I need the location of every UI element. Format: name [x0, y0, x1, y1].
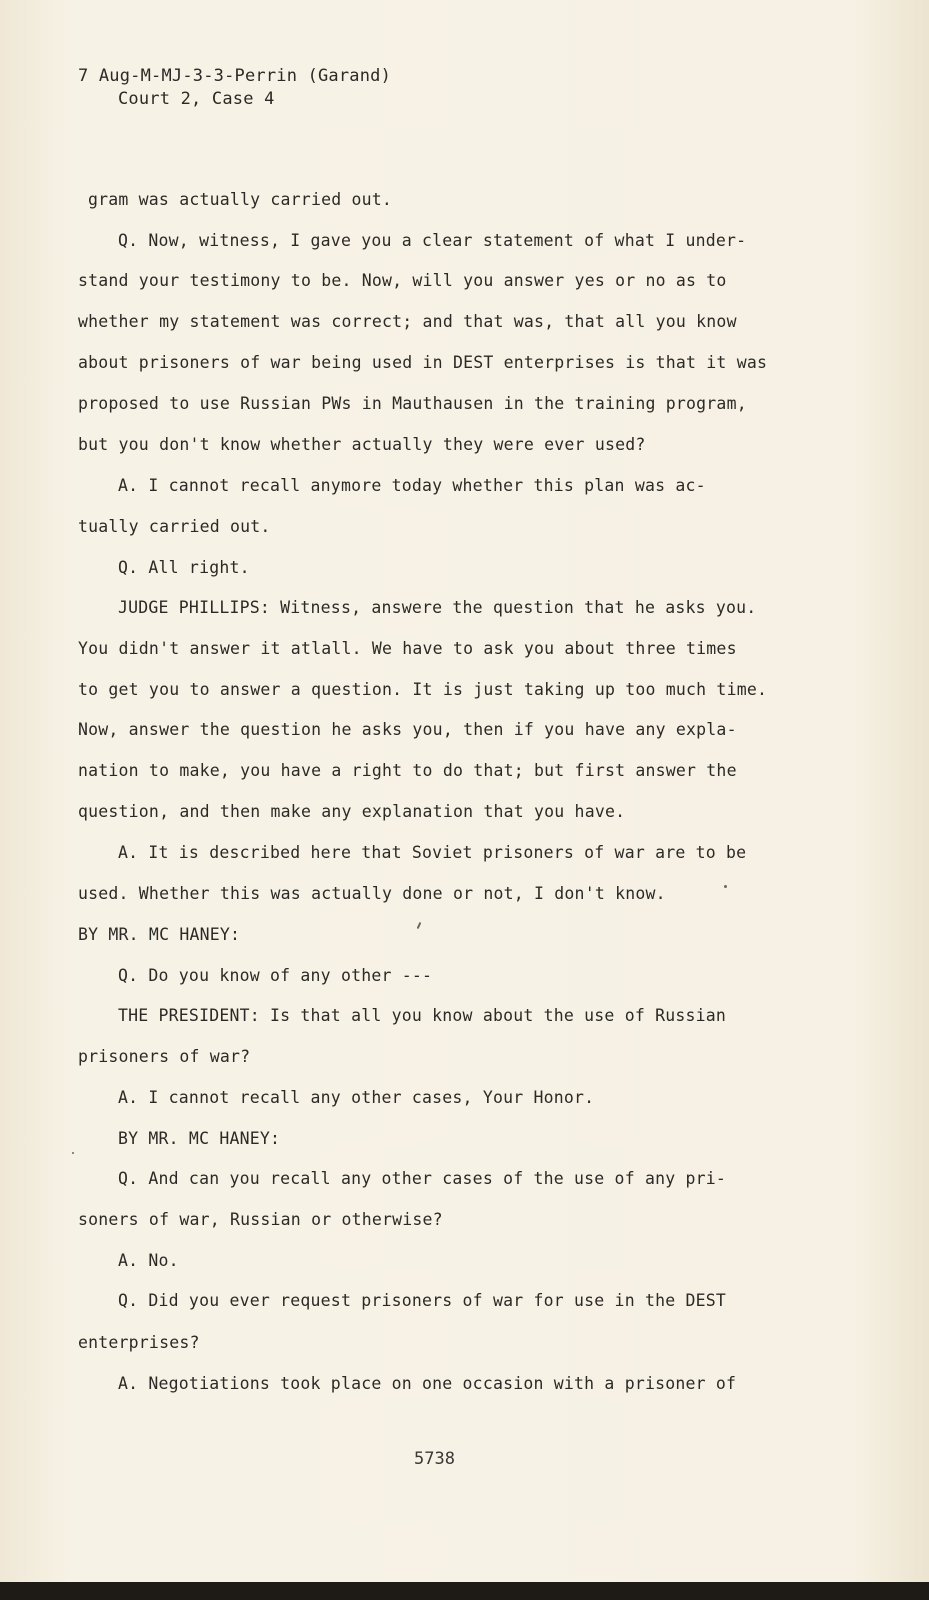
transcript-line: You didn't answer it atlall. We have to ask you about three times [78, 639, 737, 658]
transcript-line: soners of war, Russian or otherwise? [78, 1210, 443, 1229]
transcript-line: prisoners of war? [78, 1047, 251, 1066]
transcript-line: THE PRESIDENT: Is that all you know about the use of Russian [118, 1006, 727, 1025]
transcript-line: Q. Now, witness, I gave you a clear statement of what I under- [118, 231, 747, 250]
transcript-line: about prisoners of war being used in DEST enterprises is that it was [78, 353, 768, 372]
transcript-line: whether my statement was correct; and that was, that all you know [78, 312, 737, 331]
case-header: 7 Aug-M-MJ-3-3-Perrin (Garand) [78, 66, 392, 86]
transcript-line: proposed to use Russian PWs in Mauthausen in the training program, [78, 394, 747, 413]
transcript-line: Q. And can you recall any other cases of the use of any pri- [118, 1169, 727, 1188]
court-case-header: Court 2, Case 4 [118, 89, 275, 109]
transcript-line: tually carried out. [78, 517, 271, 536]
transcript-line: used. Whether this was actually done or not, I don't know. [78, 884, 666, 903]
transcript-line: A. Negotiations took place on one occasion with a prisoner of [118, 1374, 737, 1393]
transcript-line: A. I cannot recall anymore today whether this plan was ac- [118, 476, 706, 495]
paper-mark [417, 922, 422, 929]
transcript-line: Now, answer the question he asks you, then if you have any expla- [78, 720, 737, 739]
transcript-line: stand your testimony to be. Now, will you answer yes or no as to [78, 271, 727, 290]
transcript-line: enterprises? [78, 1333, 200, 1352]
transcript-line: Q. Do you know of any other --- [118, 966, 433, 985]
transcript-line: nation to make, you have a right to do that; but first answer the [78, 761, 737, 780]
transcript-line: question, and then make any explanation that you have. [78, 802, 626, 821]
transcript-line: A. It is described here that Soviet prisoners of war are to be [118, 843, 747, 862]
transcript-line: to get you to answer a question. It is just taking up too much time. [78, 680, 768, 699]
transcript-line: BY MR. MC HANEY: [78, 925, 241, 944]
transcript-line: BY MR. MC HANEY: [118, 1129, 281, 1148]
transcript-line: gram was actually carried out. [88, 190, 393, 209]
transcript-line: but you don't know whether actually they were ever used? [78, 435, 646, 454]
page-number: 5738 [414, 1449, 455, 1469]
transcript-line: A. I cannot recall any other cases, Your Honor. [118, 1088, 595, 1107]
transcript-line: Q. Did you ever request prisoners of war for use in the DEST [118, 1291, 727, 1310]
transcript-line: Q. All right. [118, 558, 250, 577]
paper-speck [72, 1152, 74, 1154]
paper-speck [724, 885, 727, 888]
transcript-line: JUDGE PHILLIPS: Witness, answere the question that he asks you. [118, 598, 757, 617]
transcript-line: A. No. [118, 1251, 179, 1270]
